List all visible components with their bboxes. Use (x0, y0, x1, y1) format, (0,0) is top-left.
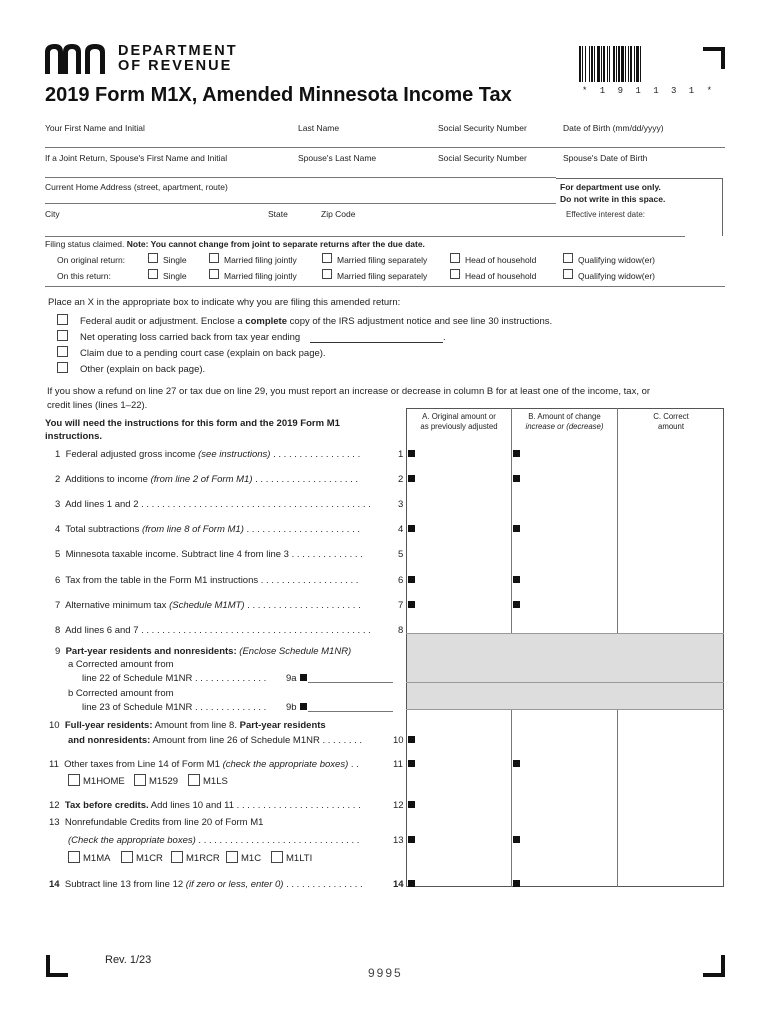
line-number: 14 (49, 879, 60, 890)
option-label: Single (163, 255, 187, 265)
barcode-bar (585, 46, 586, 82)
line-2-dots: . . . . . . . . . . . . . . . . . . . . (252, 474, 359, 485)
row-divider (406, 682, 724, 683)
column-c-line-2: amount (657, 422, 684, 431)
reason-court-checkbox[interactable] (57, 346, 68, 357)
line-number: 1 (55, 449, 61, 460)
option-label: Married filing jointly (224, 255, 297, 265)
line-5 (55, 549, 363, 560)
spouse-first-name-label: If a Joint Return, Spouse's First Name and Initial (45, 153, 228, 163)
spouse-last-name-label: Spouse's Last Name (298, 153, 377, 163)
line-7 (55, 600, 361, 611)
barcode-bar (613, 46, 615, 82)
barcode-bar (591, 46, 593, 82)
line-8 (55, 625, 371, 636)
notice-line-1: If you show a refund on line 27 or tax due on line 29, you must report an increase or decrease in column B for at least one of the income, tax, or (47, 386, 651, 397)
reason-nol-checkbox[interactable] (57, 330, 68, 341)
address-label: Current Home Address (street, apartment, route) (45, 182, 228, 192)
reason-other-checkbox[interactable] (57, 362, 68, 373)
barcode-bar (607, 46, 608, 82)
line-5-text: Minnesota taxable income. Subtract line 4 from line 3 . . . . . . . . . . . . . . (65, 549, 363, 560)
line-3-text: Add lines 1 and 2 . . . . . . . . . . . . . . . . . . . . . . . . . . . . . . . . . . . . . . . . . . . . (65, 499, 371, 510)
filing-status-prefix: Filing status claimed. (45, 239, 127, 249)
line-4-b-marker (513, 525, 520, 532)
line-1-italic: (see instructions) (198, 449, 271, 460)
line-number: 4 (55, 524, 61, 535)
row-divider (406, 709, 724, 710)
this-return-label: On this return: (57, 271, 111, 281)
instructions-note (45, 417, 340, 443)
column-c-line-1: C. Correct (653, 412, 689, 421)
barcode-bar (618, 46, 620, 82)
department-use-box (556, 178, 723, 236)
reason-audit-a: Federal audit or adjustment. Enclose a (80, 316, 246, 327)
barcode-bar (589, 46, 590, 82)
orig-single-checkbox[interactable] (148, 253, 158, 263)
m1home-checkbox[interactable] (68, 774, 80, 786)
line-14-dots: . . . . . . . . . . . . . . . (283, 879, 363, 890)
line-7-a-marker (408, 601, 415, 608)
last-name-label: Last Name (298, 123, 340, 133)
orig-hoh-checkbox[interactable] (450, 253, 460, 263)
column-c-header (619, 412, 723, 432)
line-4-dots: . . . . . . . . . . . . . . . . . . . . . . (243, 524, 361, 535)
m1cr-label: M1CR (136, 853, 163, 864)
filing-status-intro (45, 239, 425, 249)
line-13-b-marker (513, 836, 520, 843)
shaded-area (407, 633, 723, 709)
barcode-bar (630, 46, 632, 82)
line-13 (49, 817, 263, 828)
option-label: Married filing jointly (224, 271, 297, 281)
line-14-a-marker (408, 880, 415, 887)
instructions-line-1: You will need the instructions for this form and the 2019 Form M1 (45, 418, 340, 429)
dept-use-line-1: For department use only. (560, 182, 661, 192)
line-9-bold: Part-year residents and nonresidents: (65, 646, 240, 657)
spouse-ssn-label: Social Security Number (438, 153, 527, 163)
line-13-italic: (Check the appropriate boxes) (68, 835, 196, 846)
line-1-dots: . . . . . . . . . . . . . . . . . (270, 449, 361, 460)
line-14-text: Subtract line 13 from line 12 (64, 879, 186, 890)
barcode-bar (594, 46, 595, 82)
reason-nol-end: . (443, 332, 446, 343)
line-9b-ref: 9b (286, 702, 297, 713)
revision-date: Rev. 1/23 (105, 954, 152, 966)
line-13-ref: 13 (393, 835, 404, 846)
orig-widow-checkbox[interactable] (563, 253, 573, 263)
line-9-italic: (Enclose Schedule M1NR) (239, 646, 352, 657)
line-2-ref: 2 (398, 474, 404, 485)
line-7-text: Alternative minimum tax (65, 600, 170, 611)
m1ls-label: M1LS (203, 776, 228, 787)
column-a-line-1: A. Original amount or (422, 412, 496, 421)
divider (45, 236, 685, 237)
line-10-a-marker (408, 736, 415, 743)
ssn-label: Social Security Number (438, 123, 527, 133)
line-10-bold-a: Full-year residents: (64, 720, 153, 731)
department-name (118, 44, 238, 74)
row-divider (406, 633, 724, 634)
form-code: 9995 (368, 966, 403, 980)
m1rcr-label: M1RCR (186, 853, 220, 864)
line-9a-field[interactable] (308, 682, 393, 683)
line-11-ref: 11 (393, 759, 403, 770)
line-number: 11 (49, 759, 59, 770)
line-number: 13 (49, 817, 60, 828)
line-7-dots: . . . . . . . . . . . . . . . . . . . . . . (244, 600, 361, 611)
line-14-ref: 14 (393, 879, 404, 890)
registration-mark-bottom-right (703, 955, 725, 977)
line-10-text-e: Amount from line 26 of Schedule M1NR . . . . . . . . (150, 735, 363, 746)
barcode-bar (640, 46, 641, 82)
registration-mark-top-right (703, 47, 725, 69)
line-3-ref: 3 (398, 499, 404, 510)
m1ls-checkbox[interactable] (188, 774, 200, 786)
line-13-dots: . . . . . . . . . . . . . . . . . . . . . . . . . . . . . . . (195, 835, 360, 846)
line-9b-marker (300, 703, 307, 710)
m1ma-checkbox[interactable] (68, 851, 80, 863)
line-number: 2 (55, 474, 61, 485)
this-mfj-checkbox[interactable] (209, 269, 219, 279)
line-2-italic: (from line 2 of Form M1) (150, 474, 253, 485)
line-11-italic: (check the appropriate boxes) (222, 759, 349, 770)
line-number: 8 (55, 625, 61, 636)
line-7-italic: (Schedule M1MT) (169, 600, 245, 611)
barcode-number: * 1 9 1 1 3 1 * (582, 86, 716, 96)
dob-label: Date of Birth (mm/dd/yyyy) (563, 123, 664, 133)
line-4-text: Total subtractions (65, 524, 142, 535)
line-12-ref: 12 (393, 800, 404, 811)
this-single-checkbox[interactable] (148, 269, 158, 279)
line-11-text: Other taxes from Line 14 of Form M1 (64, 759, 223, 770)
reason-audit-text (80, 316, 552, 327)
city-label: City (45, 209, 60, 219)
line-3 (55, 499, 371, 510)
line-6 (55, 575, 358, 586)
barcode-bar (625, 46, 626, 82)
line-11-b-marker (513, 760, 520, 767)
line-4-a-marker (408, 525, 415, 532)
barcode-icon (578, 46, 682, 82)
orig-mfs-checkbox[interactable] (322, 253, 332, 263)
reason-audit-c: copy of the IRS adjustment notice and see line 30 instructions. (287, 316, 553, 327)
divider (45, 147, 725, 148)
line-7-ref: 7 (398, 600, 404, 611)
option-label: Qualifying widow(er) (578, 271, 655, 281)
line-5-ref: 5 (398, 549, 404, 560)
line-2 (55, 474, 358, 485)
line-11-a-marker (408, 760, 415, 767)
registration-mark-bottom-left (46, 955, 68, 977)
spouse-dob-label: Spouse's Date of Birth (563, 153, 648, 163)
line-number: 3 (55, 499, 61, 510)
line-10-bold-d: and nonresidents: (68, 735, 151, 746)
line-1-b-marker (513, 450, 520, 457)
m1529-label: M1529 (149, 776, 179, 787)
column-b-line-1: B. Amount of change (528, 412, 601, 421)
form-title: 2019 Form M1X, Amended Minnesota Income Tax (45, 84, 512, 106)
line-13-text: Nonrefundable Credits from line 20 of Form M1 (64, 817, 264, 828)
barcode-bar (636, 46, 639, 82)
line-number: 12 (49, 800, 60, 811)
reason-audit-checkbox[interactable] (57, 314, 68, 325)
tax-year-ending-field[interactable] (310, 342, 443, 343)
line-13-cont (68, 835, 359, 846)
interest-date-label: Effective interest date: (566, 210, 646, 219)
line-1-ref: 1 (398, 449, 404, 460)
m1lti-label: M1LTI (286, 853, 313, 864)
reason-audit-b: complete (245, 316, 288, 327)
barcode-bar (616, 46, 617, 82)
barcode-bar (609, 46, 610, 82)
reason-intro: Place an X in the appropriate box to indicate why you are filing this amended return: (48, 297, 401, 308)
line-7-b-marker (513, 601, 520, 608)
reason-other-text: Other (explain on back page). (80, 364, 206, 375)
line-8-ref: 8 (398, 625, 404, 636)
barcode-bar (603, 46, 605, 82)
line-9a-2: line 22 of Schedule M1NR . . . . . . . . . . . . . . (82, 673, 267, 684)
m1ma-label: M1MA (83, 853, 111, 864)
zip-label: Zip Code (321, 209, 356, 219)
line-number: 9 (55, 646, 61, 657)
line-10-text-b: Amount from line 8. (152, 720, 240, 731)
line-number: 7 (55, 600, 61, 611)
line-number: 5 (55, 549, 61, 560)
line-10-cont (68, 735, 362, 746)
line-4-ref: 4 (398, 524, 404, 535)
option-label: Head of household (465, 271, 537, 281)
dept-line-1: DEPARTMENT (118, 43, 238, 59)
barcode-bar (601, 46, 602, 82)
line-12-a-marker (408, 801, 415, 808)
instructions-line-2: instructions. (45, 431, 103, 442)
reason-nol-text: Net operating loss carried back from tax year ending (80, 332, 301, 343)
option-label: Qualifying widow(er) (578, 255, 655, 265)
line-2-text: Additions to income (65, 474, 151, 485)
line-10 (49, 720, 326, 731)
mn-logo-icon (45, 44, 113, 74)
barcode-bar (579, 46, 581, 82)
line-1-a-marker (408, 450, 415, 457)
m1home-label: M1HOME (83, 776, 125, 787)
m1c-checkbox[interactable] (226, 851, 238, 863)
m1529-checkbox[interactable] (134, 774, 146, 786)
line-6-b-marker (513, 576, 520, 583)
line-4 (55, 524, 360, 535)
option-label: Head of household (465, 255, 537, 265)
line-9a-marker (300, 674, 307, 681)
line-9b-1: b Corrected amount from (68, 688, 174, 699)
line-number: 6 (55, 575, 61, 586)
line-9b-2: line 23 of Schedule M1NR . . . . . . . . . . . . . . (82, 702, 267, 713)
this-mfs-checkbox[interactable] (322, 269, 332, 279)
line-6-text: Tax from the table in the Form M1 instructions . . . . . . . . . . . . . . . . . . . (65, 575, 359, 586)
line-2-b-marker (513, 475, 520, 482)
line-6-a-marker (408, 576, 415, 583)
m1c-label: M1C (241, 853, 262, 864)
m1cr-checkbox[interactable] (121, 851, 133, 863)
dept-use-text (560, 181, 665, 205)
line-9b-field[interactable] (308, 711, 393, 712)
line-11 (49, 759, 359, 770)
line-14-italic: (if zero or less, enter 0) (185, 879, 284, 890)
this-widow-checkbox[interactable] (563, 269, 573, 279)
line-6-ref: 6 (398, 575, 404, 586)
original-return-label: On original return: (57, 255, 126, 265)
line-14 (49, 879, 363, 890)
dept-line-2: OF REVENUE (118, 58, 233, 74)
line-9a-1: a Corrected amount from (68, 659, 174, 670)
barcode-bar (582, 46, 583, 82)
option-label: Married filing separately (337, 271, 428, 281)
dept-use-line-2: Do not write in this space. (560, 194, 666, 204)
line-10-ref: 10 (393, 735, 404, 746)
first-name-label: Your First Name and Initial (45, 123, 145, 133)
line-12-text: Add lines 10 and 11 . . . . . . . . . . . . . . . . . . . . . . . . (148, 800, 361, 811)
m1rcr-checkbox[interactable] (171, 851, 183, 863)
barcode-bar (628, 46, 629, 82)
barcode-bar (634, 46, 635, 82)
line-9 (55, 646, 351, 657)
line-8-text: Add lines 6 and 7 . . . . . . . . . . . . . . . . . . . . . . . . . . . . . . . . . . . . . . . . . . . . (65, 625, 371, 636)
column-a-header (408, 412, 510, 432)
option-label: Married filing separately (337, 255, 428, 265)
option-label: Single (163, 271, 187, 281)
state-label: State (268, 209, 288, 219)
line-number: 10 (49, 720, 60, 731)
line-9a-ref: 9a (286, 673, 297, 684)
line-12-bold: Tax before credits. (64, 800, 149, 811)
column-b-line-2: increase or (decrease) (525, 422, 604, 431)
barcode-bar (597, 46, 600, 82)
line-2-a-marker (408, 475, 415, 482)
line-1-text: Federal adjusted gross income (65, 449, 199, 460)
line-4-italic: (from line 8 of Form M1) (141, 524, 244, 535)
reason-court-text: Claim due to a pending court case (explain on back page). (80, 348, 326, 359)
m1lti-checkbox[interactable] (271, 851, 283, 863)
column-a-line-2: as previously adjusted (420, 422, 498, 431)
filing-status-note: Note: You cannot change from joint to separate returns after the due date. (126, 239, 425, 249)
line-13-a-marker (408, 836, 415, 843)
line-10-bold-c: Part-year residents (239, 720, 326, 731)
column-b-header (513, 412, 616, 432)
this-hoh-checkbox[interactable] (450, 269, 460, 279)
divider (45, 286, 725, 287)
line-14-b-marker (513, 880, 520, 887)
line-1 (55, 449, 360, 460)
divider (45, 177, 556, 178)
divider (45, 203, 556, 204)
orig-mfj-checkbox[interactable] (209, 253, 219, 263)
notice-line-2: credit lines (lines 1–22). (47, 400, 148, 411)
line-11-dots: . . (348, 759, 359, 770)
barcode-bar (621, 46, 624, 82)
line-12 (49, 800, 361, 811)
